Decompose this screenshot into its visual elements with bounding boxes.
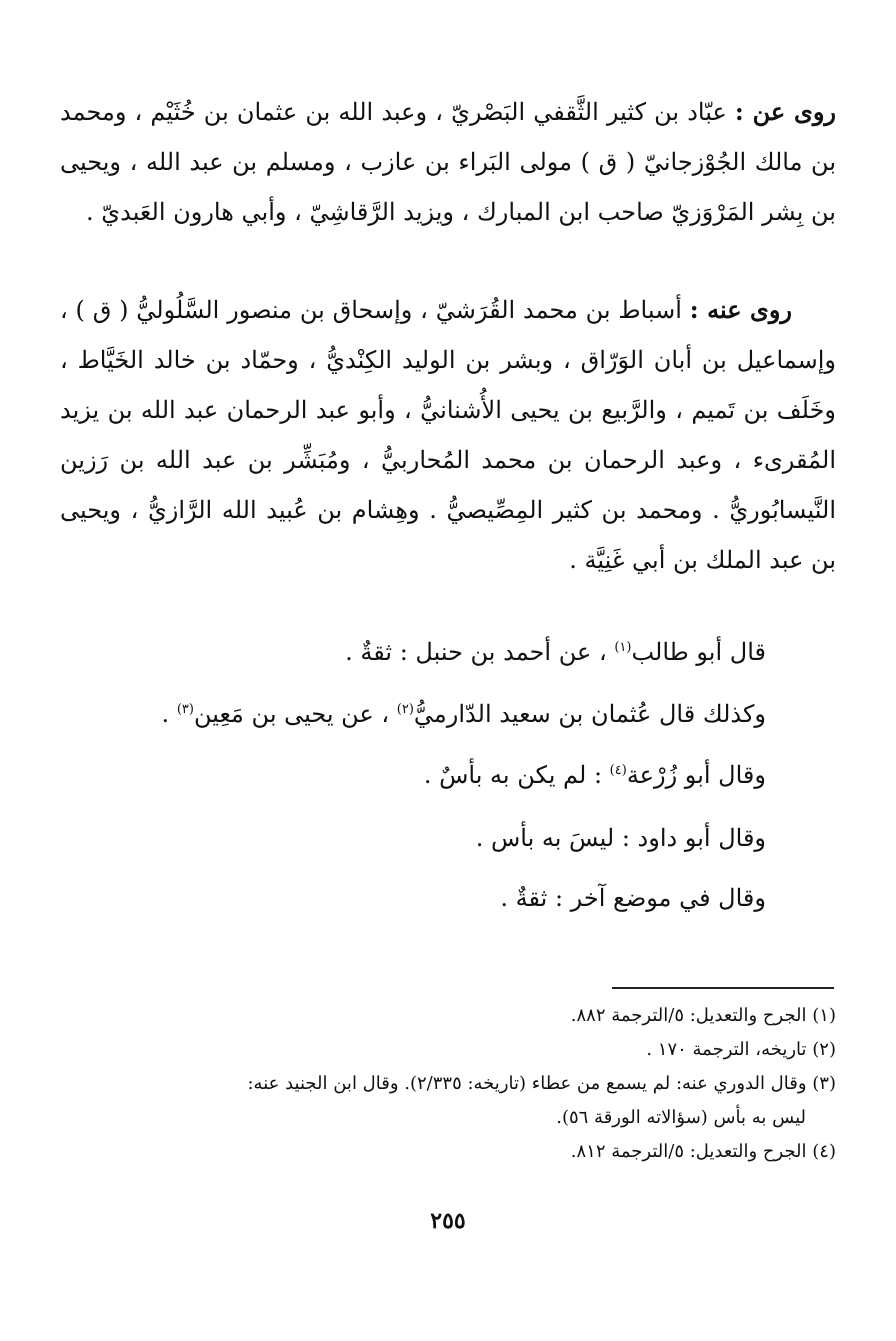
quote-text: : لم يكن به بأسٌ . bbox=[423, 761, 603, 789]
footnote-marker: (٤) bbox=[609, 763, 627, 778]
footnotes-section bbox=[60, 999, 836, 1169]
page-number: ٢٥٥ bbox=[430, 1208, 466, 1234]
footnote-separator bbox=[612, 987, 834, 989]
footnote-marker: (٣) bbox=[176, 702, 194, 717]
quote-text: وقال أبو زُرْعة bbox=[626, 761, 766, 789]
footnote-continuation: ليس به بأس (سؤالاته الورقة ٥٦). bbox=[556, 1107, 806, 1128]
quote-text: وكذلك قال عُثمان بن سعيد الدّارميُّ bbox=[413, 700, 766, 728]
footnote: (٤) الجرح والتعديل: ٥/الترجمة ٨١٢. bbox=[570, 1141, 836, 1162]
quote-text: وقال أبو داود : ليسَ به بأس . bbox=[475, 824, 766, 852]
footnote: (٣) وقال الدوري عنه: لم يسمع من عطاء (تاريخه: ٢/٣٣٥). وقال ابن الجنيد عنه: bbox=[247, 1073, 836, 1094]
quote-line bbox=[500, 878, 766, 918]
paragraph-body: أسباط بن محمد القُرَشيّ ، وإسحاق بن منصور السَّلُوليُّ ( ق ) ، وإسماعيل بن أبان الوَرّاق ، وبشر بن الوليد الكِنْديُّ ، وحمّاد بن خالد الخَيَّاط ، وخَلَف بن تَميم ، والرَّبيع بن يحيى الأُشنانيُّ ، وأبو عبد الرحمان عبد الله بن يزيد المُقرىء ، وعبد الرحمان بن محمد المُحاربيُّ ، ومُبَشِّر بن عبد الله بن رَزين النَّيسابُوريُّ . ومحمد بن كثير المِصِّيصيُّ . وهِشام بن عُبيد الله الرَّازيُّ ، ويحيى بن عبد الملك بن أبي غَنِيَّة . bbox=[60, 296, 836, 574]
paragraph-body: عبّاد بن كثير الثَّقفي البَصْريّ ، وعبد الله بن عثمان بن خُثَيْم ، ومحمد بن مالك الجُوْزجانيّ ( ق ) مولى البَراء بن عازب ، ومسلم بن عبد الله ، ويحيى بن بِشر المَرْوَزيّ صاحب ابن المبارك ، ويزيد الرَّقاشِيّ ، وأبي هارون العَبديّ . bbox=[60, 98, 836, 226]
quote-text: ، عن أحمد بن حنبل : ثقةٌ . bbox=[345, 638, 607, 666]
quote-text: وقال في موضع آخر : ثقةٌ . bbox=[500, 884, 766, 912]
quote-line bbox=[476, 818, 766, 858]
quote-text: ، عن يحيى بن مَعِين bbox=[193, 700, 390, 728]
footnote: (١) الجرح والتعديل: ٥/الترجمة ٨٨٢. bbox=[570, 1005, 836, 1026]
footnote-marker: (١) bbox=[614, 640, 632, 655]
quote-line bbox=[162, 694, 766, 734]
footnote: (٢) تاريخه، الترجمة ١٧٠ . bbox=[646, 1039, 836, 1060]
quote-line bbox=[345, 632, 766, 672]
quote-text: قال أبو طالب bbox=[631, 638, 766, 666]
quote-text: . bbox=[161, 700, 170, 728]
paragraph-heading: روى عنه : bbox=[689, 295, 793, 324]
quote-line bbox=[424, 755, 766, 795]
narrated-by-paragraph bbox=[60, 285, 836, 585]
narrated-from-paragraph bbox=[60, 87, 836, 237]
footnote-marker: (٢) bbox=[396, 702, 414, 717]
paragraph-heading: روى عن : bbox=[734, 97, 837, 126]
